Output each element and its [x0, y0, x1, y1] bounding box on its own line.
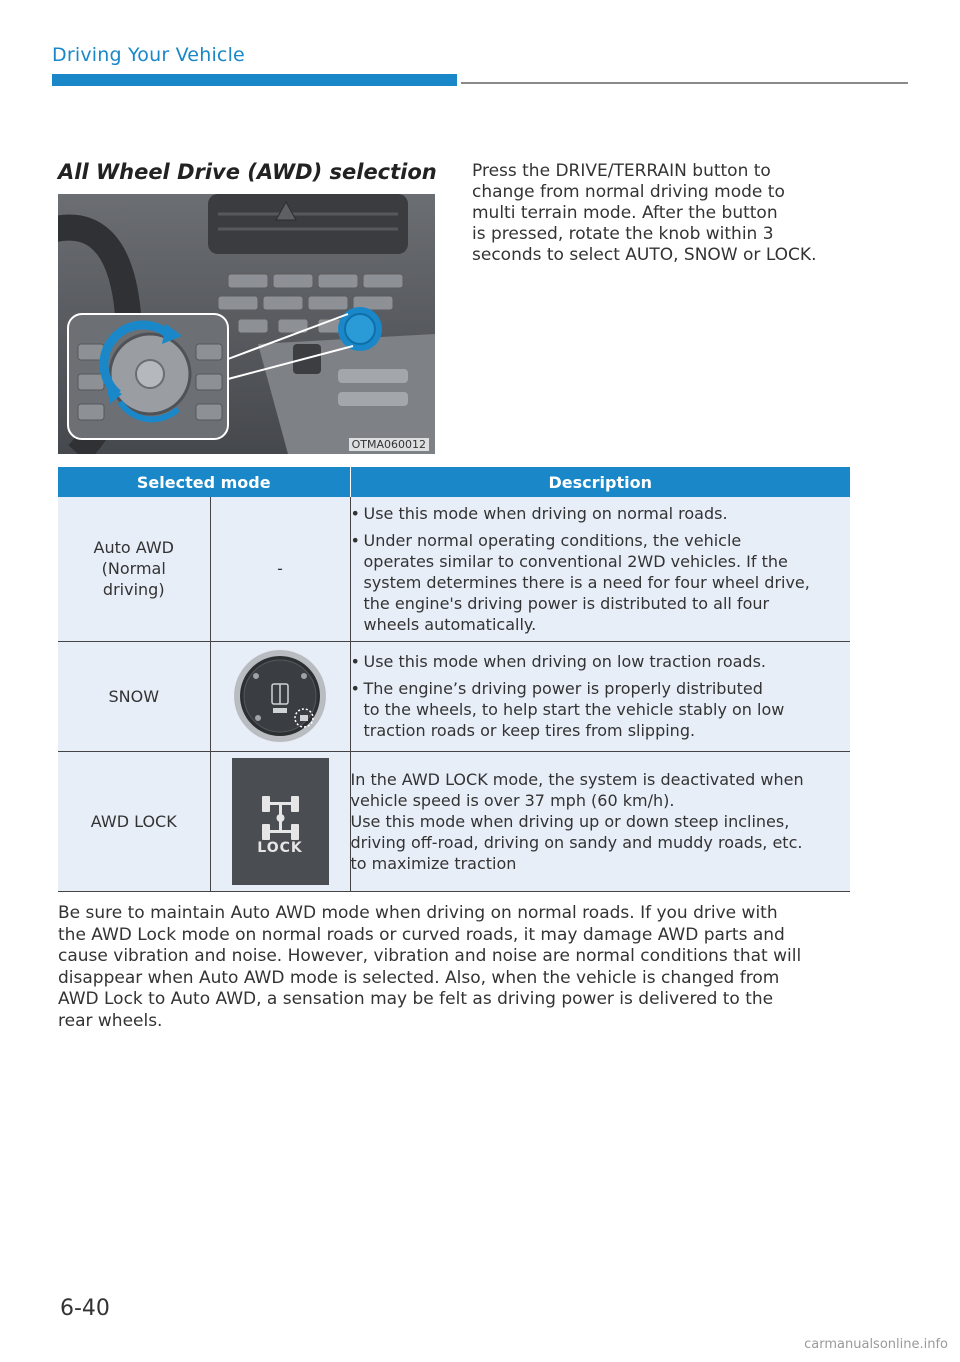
no-icon-dash: -	[277, 559, 283, 579]
description-line: driving off-road, driving on sandy and muddy roads, etc.	[350, 832, 803, 852]
terrain-knob-icon	[232, 648, 328, 744]
watermark: carmanualsonline.info	[804, 1337, 948, 1352]
bullet-text: traction roads or keep tires from slipping.	[363, 721, 696, 740]
section-heading: All Wheel Drive (AWD) selection	[58, 160, 437, 184]
mode-name-line: AWD LOCK	[90, 811, 177, 831]
dashboard-illustration	[58, 194, 435, 454]
mode-name-line: SNOW	[108, 686, 160, 706]
bullet-text: the engine's driving power is distributed to all four	[363, 593, 770, 613]
bullet-text: Use this mode when driving on low traction roads.	[363, 652, 766, 671]
mode-name-cell	[58, 751, 210, 891]
bullet-text: wheels automatically.	[363, 614, 537, 634]
bullet-text: Use this mode when driving on normal roads.	[363, 503, 728, 523]
paragraph-line: rear wheels.	[58, 1010, 163, 1031]
table-row	[58, 497, 850, 641]
header-selected-mode: Selected mode	[58, 467, 350, 497]
bullet-item	[351, 530, 851, 635]
description-line: In the AWD LOCK mode, the system is deactivated when	[350, 769, 804, 789]
bullet-item	[351, 678, 851, 741]
table-row	[58, 751, 850, 891]
console-drawing	[58, 194, 435, 454]
lock-label: LOCK	[257, 839, 303, 856]
mode-name-cell	[58, 497, 210, 641]
description-line: vehicle speed is over 37 mph (60 km/h).	[350, 790, 675, 810]
bullet-icon: •	[350, 652, 360, 671]
table-header-row	[58, 467, 850, 497]
description-cell	[350, 751, 850, 891]
bullet-icon: •	[350, 503, 360, 523]
awd-notice-paragraph	[58, 903, 848, 1032]
mode-icon-cell	[210, 497, 350, 641]
page-number: 6-40	[60, 1296, 110, 1321]
paragraph-line: AWD Lock to Auto AWD, a sensation may be felt as driving power is delivered to the	[58, 989, 774, 1009]
paragraph-line: cause vibration and noise. However, vibration and noise are normal conditions that will	[58, 946, 802, 966]
mode-name-line: Auto AWD	[93, 538, 174, 558]
mode-name-line: driving)	[102, 580, 165, 600]
bullet-text: to the wheels, to help start the vehicle stably on low	[363, 700, 785, 719]
bullet-item	[351, 503, 851, 524]
bullet-text: operates similar to conventional 2WD vehicles. If the	[363, 551, 788, 571]
intro-paragraph	[472, 161, 852, 266]
bullet-text: Under normal operating conditions, the vehicle	[363, 530, 742, 550]
bullet-item	[351, 651, 851, 672]
bullet-icon: •	[350, 530, 360, 550]
paragraph-line: the AWD Lock mode on normal roads or curved roads, it may damage AWD parts and	[58, 924, 785, 945]
description-cell	[350, 497, 850, 641]
paragraph-line: disappear when Auto AWD mode is selected. Also, when the vehicle is changed from	[58, 967, 780, 988]
figure-code: OTMA060012	[349, 438, 429, 451]
intro-line: Press the DRIVE/TERRAIN button to	[472, 161, 771, 181]
bullet-icon: •	[350, 679, 360, 698]
header-divider-rule	[461, 82, 908, 84]
bullet-text: system determines there is a need for four wheel drive,	[363, 572, 810, 592]
mode-icon-cell	[210, 641, 350, 751]
description-cell	[350, 641, 850, 751]
mode-icon-cell	[210, 751, 350, 891]
awd-lock-icon	[232, 758, 329, 885]
mode-table	[58, 467, 850, 892]
mode-name-cell	[58, 641, 210, 751]
header-description: Description	[350, 467, 850, 497]
table-row	[58, 641, 850, 751]
intro-line: seconds to select AUTO, SNOW or LOCK.	[472, 245, 817, 265]
header-accent-rule	[52, 74, 457, 86]
intro-line: multi terrain mode. After the button	[472, 203, 778, 223]
intro-line: is pressed, rotate the knob within 3	[472, 224, 774, 244]
section-title: Driving Your Vehicle	[52, 44, 245, 66]
bullet-text: The engine’s driving power is properly distributed	[363, 679, 763, 698]
intro-line: change from normal driving mode to	[472, 182, 785, 202]
description-line: to maximize traction	[350, 853, 517, 873]
paragraph-line: Be sure to maintain Auto AWD mode when driving on normal roads. If you drive with	[58, 903, 778, 923]
mode-name-line: (Normal	[101, 559, 166, 579]
description-line: Use this mode when driving up or down steep inclines,	[350, 811, 790, 831]
